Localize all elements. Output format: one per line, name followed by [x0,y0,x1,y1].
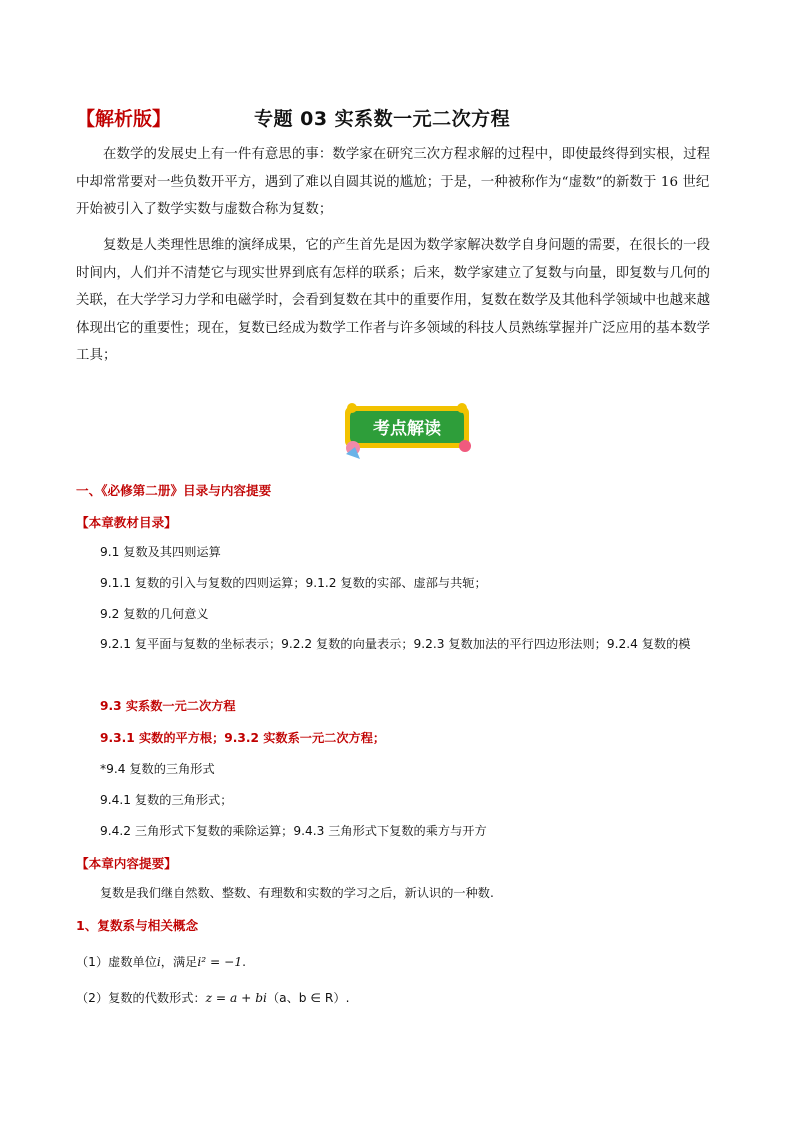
intro-paragraph-2: 复数是人类理性思维的演绎成果，它的产生首先是因为数学家解决数学自身问题的需要，在很长的一段时间内，人们并不清楚它与现实世界到底有怎样的联系；后来，数学家建立了复数与向量，即复数与几何的关联，在大学学习力学和电磁学时，会看到复数在其中的重要作用，复数在数学及其他科学领域中也越来越体现出它的重要性；现在，复数已经成为数学工作者与许多领域的科技人员熟练掌握并广泛应用的基本数学工具； [76,238,711,363]
summary-text: 复数是我们继自然数、整数、有理数和实数的学习之后，新认识的一种数. [100,886,494,900]
concept-item-1: （1）虚数单位i，满足i² = −1. [76,955,246,969]
toc-item-wrapped: 9.2.1 复平面与复数的坐标表示；9.2.2 复数的向量表示；9.2.3 复数加法的平行四边形法则；9.2.4 复数的模 [100,637,691,651]
version-tag: 【解析版】 [76,108,172,130]
heart-icon [459,440,471,452]
toc-item: 9.1.1 复数的引入与复数的四则运算；9.1.2 复数的实部、虚部与共轭； [100,576,487,590]
summary-heading: 【本章内容提要】 [76,856,177,871]
toc-item-highlight: 9.3 实系数一元二次方程 [100,699,236,713]
toc-item: 9.2 复数的几何意义 [100,607,209,621]
toc-heading: 【本章教材目录】 [76,515,177,530]
toc-item: 9.4.2 三角形式下复数的乘除运算；9.4.3 三角形式下复数的乘方与开方 [100,824,487,838]
page-title: 专题 03 实系数一元二次方程 [254,108,511,130]
key-points-badge [341,402,475,462]
toc-item: 9.4.1 复数的三角形式； [100,793,233,807]
toc-item: 9.1 复数及其四则运算 [100,545,221,559]
intro-paragraph-1: 在数学的发展史上有一件有意思的事：数学家在研究三次方程求解的过程中，即使最终得到实根，过程中却常常要对一些负数开平方，遇到了难以自圆其说的尴尬；于是，一种被称作为“虚数”的新数于 16 世纪开始被引入了数学实数与虚数合称为复数； [76,147,711,217]
toc-item-highlight: 9.3.1 实数的平方根；9.3.2 实数系一元二次方程； [100,731,386,745]
section-heading-2: 1、复数系与相关概念 [76,918,199,933]
title-row [76,104,733,132]
section-heading-1: 一、《必修第二册》目录与内容提要 [76,483,272,498]
concept-item-2: （2）复数的代数形式：z = a + bi（a、b ∈ R）. [76,991,350,1005]
badge-label: 考点解读 [373,419,441,439]
toc-item: *9.4 复数的三角形式 [100,762,215,776]
badge-graphic [341,402,475,462]
